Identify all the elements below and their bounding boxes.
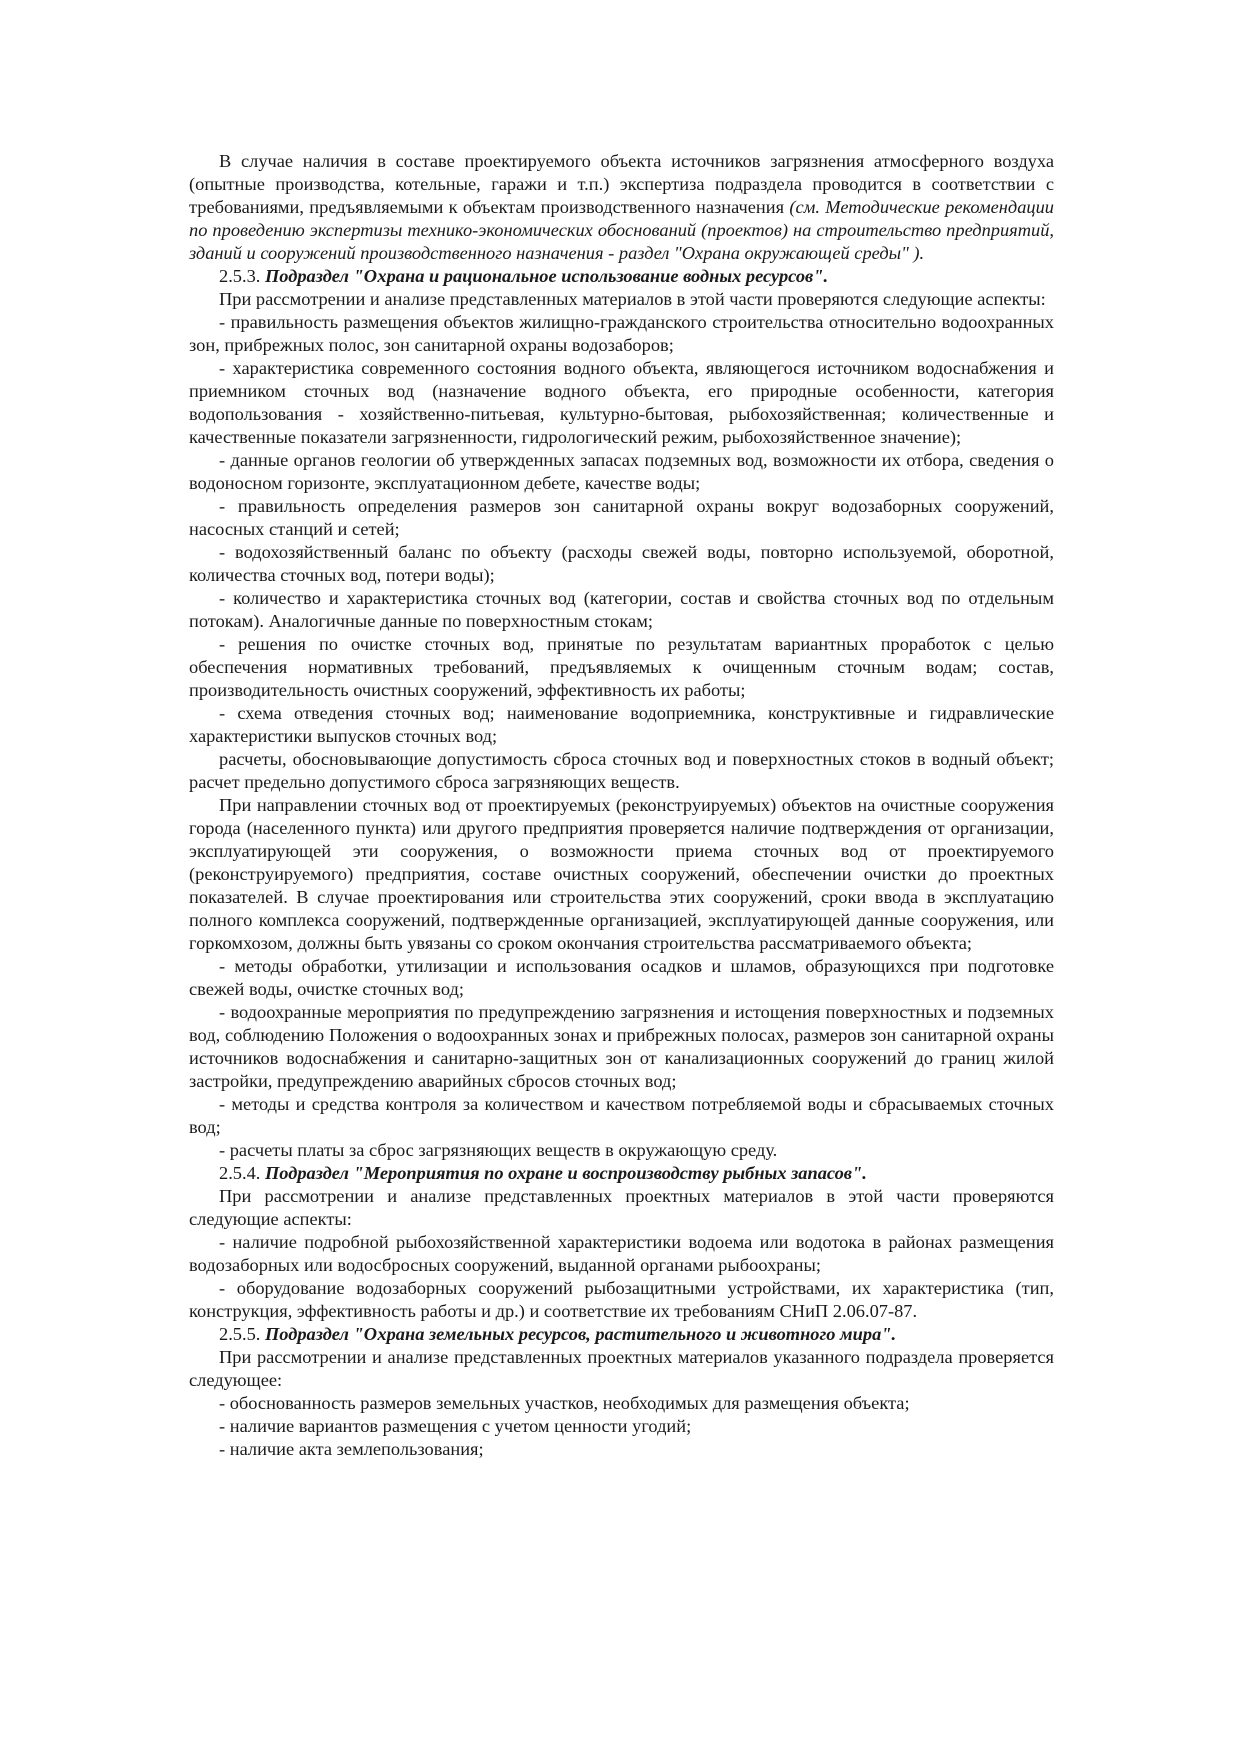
section-intro: При рассмотрении и анализе представленных проектных материалов указанного подраздела проверяется следующее: [189,1347,1054,1390]
section-title: Подраздел "Охрана и рациональное использование водных ресурсов". [264,266,829,286]
list-item: - водохозяйственный баланс по объекту (расходы свежей воды, повторно используемой, оборотной, количества сточных вод, потери воды); [189,542,1054,585]
list-item: - наличие подробной рыбохозяйственной характеристики водоема или водотока в районах размещения водозаборных или водосбросных сооружений, выданной органами рыбоохраны; [189,1232,1054,1275]
section-title: Подраздел "Охрана земельных ресурсов, растительного и животного мира". [264,1324,897,1344]
list-item: - методы и средства контроля за количеством и качеством потребляемой воды и сбрасываемых сточных вод; [189,1094,1054,1137]
list-item: - количество и характеристика сточных вод (категории, состав и свойства сточных вод по отдельным потокам). Аналогичные данные по поверхностным стокам; [189,588,1054,631]
section-number: 2.5.5. [219,1324,265,1344]
list-item: - схема отведения сточных вод; наименование водоприемника, конструктивные и гидравлические характеристики выпусков сточных вод; [189,703,1054,746]
list-item: При направлении сточных вод от проектируемых (реконструируемых) объектов на очистные сооружения города (населенного пункта) или другого предприятия проверяется наличие подтверждения от организации, эксплуатирующей эти сооружения, о возможности приема сточных вод от проектируемого (реконструируемого) предприятия, составе очистных сооружений, обеспечении очистки до проектных показателей. В случае проектирования или строительства этих сооружений, сроки ввода в эксплуатацию полного комплекса сооружений, подтвержденные организацией, эксплуатирующей данные сооружения, или горкомхозом, должны быть увязаны со сроком окончания строительства рассматриваемого объекта; [189,795,1054,953]
list-item: - наличие вариантов размещения с учетом ценности угодий; [219,1416,692,1436]
list-item: - обоснованность размеров земельных участков, необходимых для размещения объекта; [219,1393,910,1413]
list-item: - наличие акта землепользования; [219,1439,484,1459]
section-intro: При рассмотрении и анализе представленных проектных материалов в этой части проверяются следующие аспекты: [189,1186,1054,1229]
list-item: - методы обработки, утилизации и использования осадков и шламов, образующихся при подготовке свежей воды, очистке сточных вод; [189,956,1054,999]
list-item: - водоохранные мероприятия по предупреждению загрязнения и истощения поверхностных и подземных вод, соблюдению Положения о водоохранных зонах и прибрежных полосах, размеров зон санитарной охраны источников водоснабжения и санитарно-защитных зон от канализационных сооружений до границ жилой застройки, предупреждению аварийных сбросов сточных вод; [189,1002,1054,1091]
section-heading-2-5-5 [189,1323,1054,1346]
section-title: Подраздел "Мероприятия по охране и воспроизводству рыбных запасов". [264,1163,867,1183]
list-item: - решения по очистке сточных вод, принятые по результатам вариантных проработок с целью обеспечения нормативных требований, предъявляемых к очищенным сточным водам; состав, производительность очистных сооружений, эффективность их работы; [189,634,1054,700]
document-page [189,150,1054,1461]
list-item: - правильность размещения объектов жилищно-гражданского строительства относительно водоохранных зон, прибрежных полос, зон санитарной охраны водозаборов; [189,312,1054,355]
section-heading-2-5-3 [189,265,1054,288]
section-heading-2-5-4 [189,1162,1054,1185]
list-item: расчеты, обосновывающие допустимость сброса сточных вод и поверхностных стоков в водный объект; расчет предельно допустимого сброса загрязняющих веществ. [189,749,1054,792]
list-item: - оборудование водозаборных сооружений рыбозащитными устройствами, их характеристика (тип, конструкция, эффективность работы и др.) и соответствие их требованиям СНиП 2.06.07-87. [189,1278,1054,1321]
paragraph-air-pollution: В случае наличия в составе проектируемого объекта источников загрязнения атмосферного воздуха (опытные производства, котельные, гаражи и т.п.) экспертиза подраздела проводится в соответствии с требованиями, предъявляемыми к объектам производственного назначения (см. Методические рекомендации по проведению экспертизы технико-экономических обоснований (проектов) на строительство предприятий, зданий и сооружений производственного назначения - раздел "Охрана окружающей среды" ). [189,151,1054,263]
methodology-reference: (см. Методические рекомендации по проведению экспертизы технико-экономических обоснований (проектов) на строительство предприятий, зданий и сооружений производственного назначения - раздел "Охрана окружающей среды" ). [189,197,1054,263]
list-item: - расчеты платы за сброс загрязняющих веществ в окружающую среду. [219,1140,778,1160]
list-item: - характеристика современного состояния водного объекта, являющегося источником водоснабжения и приемником сточных вод (назначение водного объекта, его природные особенности, категория водопользования - хозяйственно-питьевая, культурно-бытовая, рыбохозяйственная; количественные и качественные показатели загрязненности, гидрологический режим, рыбохозяйственное значение); [189,358,1054,447]
section-number: 2.5.3. [219,266,265,286]
list-item: - данные органов геологии об утвержденных запасах подземных вод, возможности их отбора, сведения о водоносном горизонте, эксплуатационном дебете, качестве воды; [189,450,1054,493]
section-number: 2.5.4. [219,1163,265,1183]
list-item: - правильность определения размеров зон санитарной охраны вокруг водозаборных сооружений, насосных станций и сетей; [189,496,1054,539]
section-intro: При рассмотрении и анализе представленных материалов в этой части проверяются следующие аспекты: [219,289,1046,309]
